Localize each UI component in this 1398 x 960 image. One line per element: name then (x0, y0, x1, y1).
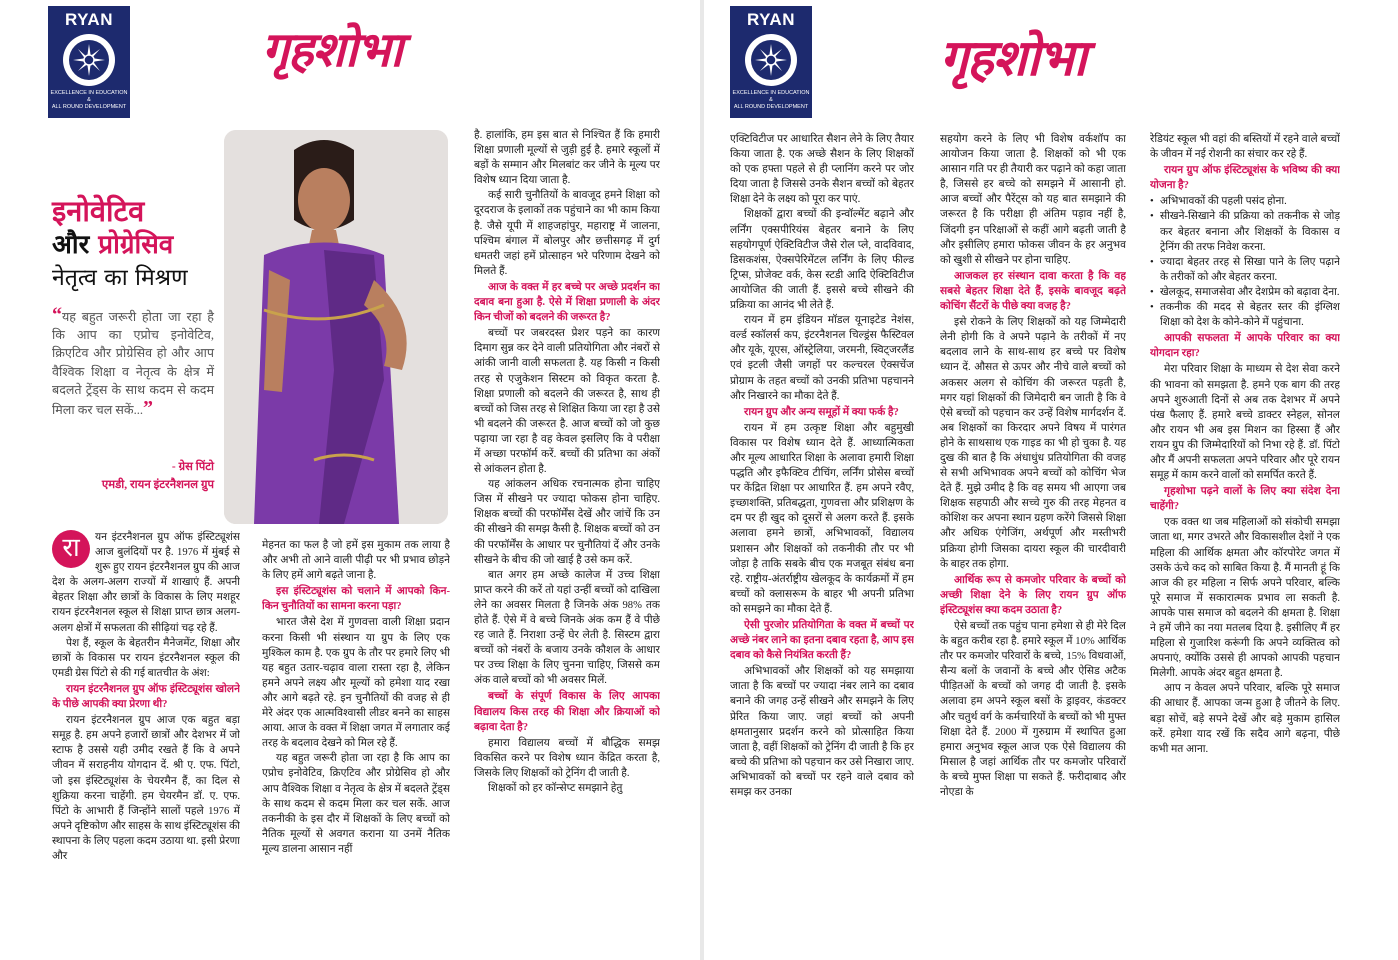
quote-open-mark: “ (52, 304, 62, 326)
masthead-title: गृहशोभा (262, 22, 402, 78)
list-item: • अभिभावकों की पहली पसंद होना. (1150, 194, 1340, 209)
portrait-photo (224, 130, 448, 524)
article-column-1: रा यन इंटरनैशनल ग्रुप ऑफ इंस्टिट्यूशंस आज बुलंदियों पर है. 1976 में मुंबई से शुरू हुए रायन इंटरनैशनल ग्रुप की आज देश के अलग-अलग राज्यों में शाखाएं हैं. अपनी बेहतर शिक्षा और छात्रों के विकास के लिए मशहूर रायन इंटरनैशनल स्कूल से शिक्षा प्राप्त छात्र अलग-अलग क्षेत्रों में सफलता की सीढ़ियां चढ़ रहे हैं. पेश हैं, स्कूल के बेहतरीन मैनेजमेंट, शिक्षा और छात्रों के विकास पर रायन इंटरनैशनल स्कूल की एमडी ग्रेस पिंटो से की गई बातचीत के अंश: रायन इंटरनैशनल ग्रुप ऑफ इंस्टिट्यूशंस खोलने के पीछे आपकी क्या प्रेरणा थी? रायन इंटरनैशनल ग्रुप आज एक बहुत बड़ा समूह है. हम अपने हजारों छात्रों और देशभर में जो स्टाफ है उससे यही उमीद रखते हैं कि वे अपने जीवन में सराहनीय योगदान दें. श्री ए. एफ. पिंटो, जो इस इंस्टिट्यूशंस के चेयरमैन हैं, का दिल से शुक्रिया करना चाहेंगी. हम चेयरमैन डॉ. ए. एफ. पिंटो के आभारी हैं जिन्होंने सालों पहले 1976 में अपने दृष्टिकोण और साहस के साथ इंस्टिट्यूशंस की स्थापना के लिए पहला कदम उठाया था. इसी प्रेरणा और (52, 532, 240, 862)
question: ऐसी पुरजोर प्रतियोगिता के वक्त में बच्चों पर अच्छे नंबर लाने का इतना दबाव रहता है, आप इस दबाव को कैसे नियंत्रित करती हैं? (730, 620, 914, 662)
article-column-5: सहयोग करने के लिए भी विशेष वर्कशॉप का आयोजन किया जाता है. शिक्षकों को भी एक आसान गति पर ही तैयारी कर पढ़ाने को कहा जाता है, जिससे हर बच्चे को समझने में आसानी हो. आज बच्चों और पैरेंट्स को यह बात समझाने की जरूरत है कि परीक्षा ही अंतिम पड़ाव नहीं है, जिंदगी इन परिक्षाओं से कहीं आगे बढ़ती जाती है और इसीलिए हमारा फोकस जीवन के हर अनुभव को खुशी से सीखने पर होना चाहिए. आजकल हर संस्थान दावा करता है कि वह सबसे बेहतर शिक्षा देते हैं, इसके बावजूद बढ़ते कोचिंग सैंटरों के पीछे क्या वजह है? इसे रोकने के लिए शिक्षकों को यह जिम्मेदारी लेनी होगी कि वे अपने पढ़ाने के तरीकों में नए बदलाव लाने के साथ-साथ हर बच्चे पर विशेष ध्यान दें. औसत से ऊपर और नीचे वाले बच्चों को अकसर अलग से कोचिंग की जरूरत पड़ती है, मगर यहां शिक्षकों की जिमेदारी बन जाती है कि वे ऐसे बच्चों को पहचान कर उन्हें विशेष मार्गदर्शन दें. अब शिक्षकों का किरदार अपने विषय में पारंगत होने के साथसाथ एक गाइड का भी हो चुका है. यह दुख की बात है कि अंधाधुंध प्रतियोगिता की वजह से सभी अभिभावक अपने बच्चों को कोचिंग भेज देते हैं. मुझे उमीद है कि वह समय भी आएगा जब शिक्षक सहपाठी और सच्चे गुरु की तरह मेहनत व कोशिश कर अपना स्थान ग्रहण करेंगे जिससे शिक्षा और अधिक एंगेजिंग, अर्थपूर्ण और मस्तीभरी प्रक्रिया होगी जिसका दायरा स्कूल की चारदीवारी के बाहर तक होगा. आर्थिक रूप से कमजोर परिवार के बच्चों को अच्छी शिक्षा देने के लिए रायन ग्रुप ऑफ इंस्टिट्यूशंस क्या कदम उठाता है? ऐसे बच्चों तक पहुंच पाना हमेशा से ही मेरे दिल के बहुत करीब रहा है. हमारे स्कूल में 10% आर्थिक तौर पर कमजोर परिवारों के बच्चे, 15% विधवाओं, सैन्य बलों के जवानों के बच्चे और ऐसिड अटैक पीड़ितओं के बच्चों को जगह दी जाती है. इसके अलावा हम अपने स्कूल बसों के ड्राइवर, कंडक्टर और चतुर्थ वर्ग के कर्मचारियों के बच्चों को भी मुफ्त शिक्षा देते हैं. 2000 में गुरुग्राम में स्थापित हुआ हमारा अनुभव स्कूल आज एक ऐसे विद्यालय की मिसाल है जहां आर्थिक तौर पर कमजोर परिवारों के बच्चे मुफ्त शिक्षा पा सकते हैं. फरीदाबाद और नोएडा के (940, 134, 1126, 799)
dropcap: रा (52, 530, 90, 568)
logo-tagline: EXCELLENCE IN EDUCATION & ALL ROUND DEVELOPMENT (50, 90, 128, 110)
logo-tagline: EXCELLENCE IN EDUCATION & ALL ROUND DEVELOPMENT (732, 90, 810, 110)
question: आर्थिक रूप से कमजोर परिवार के बच्चों को अच्छी शिक्षा देने के लिए रायन ग्रुप ऑफ इंस्टिट्यूशंस क्या कदम उठाता है? (940, 574, 1126, 616)
article-column-3: है. हालांकि, हम इस बात से निश्चित हैं कि हमारी शिक्षा प्रणाली मूल्यों से जुड़ी हुई है. हमारे स्कूलों में बड़ों के सम्मान और मिलबांट कर जीने के मूल्य पर विशेष ध्यान दिया जाता है. कई सारी चुनौतियों के बावजूद हमने शिक्षा को दूरदराज के इलाकों तक पहुंचाने का भी काम किया है. जैसे यूपी में शाहजहांपुर, महाराष्ट्र में जालना, पश्चिम बंगाल में बोलपुर और छत्तीसगढ़ में दुर्ग धमतरी जहां हमें प्रोत्साहन भरे परिणाम देखने को मिलते हैं. आज के वक्त में हर बच्चे पर अच्छे प्रदर्शन का दबाव बना हुआ है. ऐसे में शिक्षा प्रणाली के अंदर किन चीजों को बदलने की जरूरत है? बच्चों पर जबरदस्त प्रेशर पड़ने का कारण दिमाग सुन्न कर देने वाली प्रतियोगिता और नंबरों से आंकी जानी वाली सफलता है. यह किसी न किसी तरह से एजुकेशन सिस्टम को विकृत करता है. शिक्षा प्रणाली को बदलने की जरूरत है, साथ ही बच्चों को जिस तरह से शिक्षित किया जा रहा है उसे भी बदलने की जरूरत है. आज बच्चों को जो कुछ पढ़ाया जा रहा है वह केवल इसलिए कि वे परीक्षा में अच्छा परफॉर्म करें. बच्चों की प्रतिभा का अंकों से आंकलन होता है. यह आंकलन अधिक रचनात्मक होना चाहिए जिस में सीखने पर ज्यादा फोकस होना चाहिए. शिक्षक बच्चों की परफॉर्मेंस देखें और जांचें कि उन की सीखने की समझ कैसी है. शिक्षक बच्चों को उन की परफॉर्मेंस के आधार पर चुनौतियां दें और उनके सीखने के बीच की जो खाई है उसे कम करें. बात अगर हम अच्छे कालेज में उच्च शिक्षा प्राप्त करने की करें तो यहां उन्हीं बच्चों को दाखिला लेने का अवसर मिलता है जिनके अंक 98% तक होते हैं. ऐसे में वे बच्चे जिनके अंक कम हैं वे पीछे रह जाते हैं. निराशा उन्हें घेर लेती है. सिस्टम द्वारा बच्चों को नंबरों के बजाय उनके कौशल के आधार पर उच्च शिक्षा के लिए चुनना चाहिए, जिससे कम अंक वाले बच्चों को भी अवसर मिलें. बच्चों के संपूर्ण विकास के लिए आपका विद्यालय किस तरह की शिक्षा और क्रियाओं को बढ़ावा देता है? हमारा विद्यालय बच्चों में बौद्धिक समझ विकसित करने पर विशेष ध्यान केंद्रित करता है, जिसके लिए शिक्षकों को ट्रेनिंग दी जाती है. शिक्षकों को हर कॉन्सेप्ट समझाने हेतु (474, 130, 660, 795)
question: रायन ग्रुप और अन्य समूहों में क्या फर्क है? (744, 406, 899, 418)
right-page (704, 0, 1398, 960)
list-item: • सीखने-सिखाने की प्रक्रिया को तकनीक से जोड़ कर बेहतर बनाना और शिक्षकों के विकास व ट्रेनिंग की तरफ निवेश करना. (1150, 209, 1340, 254)
headline-line-1: इनोवेटिव (52, 194, 145, 228)
article-column-6: रेडियंट स्कूल भी वहां की बस्तियों में रहने वाले बच्चों के जीवन में नई रोशनी का संचार कर रहे हैं. रायन ग्रुप ऑफ इंस्टिट्यूशंस के भविष्य की क्या योजना है? • अभिभावकों की पहली पसंद होना. • सीखने-सिखाने की प्रक्रिया को तकनीक से जोड़ कर बेहतर बनाना और शिक्षकों के विकास व ट्रेनिंग की तरफ निवेश करना. • ज्यादा बेहतर तरह से सिखा पाने के लिए पढ़ाने के तरीकों को और बेहतर करना. • खेलकूद, समाजसेवा और देशप्रेम को बढ़ावा देना. • तकनीक की मदद से बेहतर स्तर की इंग्लिश शिक्षा को देश के कोने-कोने में पहुंचाना. आपकी सफलता में आपके परिवार का क्या योगदान रहा? मेरा परिवार शिक्षा के माध्यम से देश सेवा करने की भावना को समझता है. हमने एक बाग की तरह अपने शुरुआती दिनों से अब तक देशभर में अपने पंख फैलाए हैं. हमारे बच्चे डाक्टर स्नेहल, सोनल और रायन भी अब इस मिशन का हिस्सा हैं और रायन ग्रुप की जिम्मेदारियों को निभा रहे हैं. डॉ. पिंटो और मैं अपनी सफलता अपने परिवार और पूरे रायन समूह में काम करने वालों को समर्पित करते हैं. गृहशोभा पढ़ने वालों के लिए क्या संदेश देना चाहेंगी? एक वक्त था जब महिलाओं को संकोची समझा जाता था, मगर उभरते और विकासशील देशों ने एक महिला की आर्थिक क्षमता और कॉरपोरेट जगत में उसके ऊंचे कद को साबित किया है. मैं मानती हूं कि आज की हर महिला न सिर्फ अपने परिवार, बल्कि पूरे समाज में सकारात्मक प्रभाव ला सकती है. आपके पास समाज को बदलने की क्षमता है. शिक्षा ने हमें जीने का नया मतलब दिया है. इसीलिए मैं हर महिला से गुजारिश करूंगी कि अपने व्यक्तित्व को अपनाएं, क्योंकि उससे ही आपको आपकी पहचान मिलेगी. आपके अंदर बहुत क्षमता है. आप न केवल अपने परिवार, बल्कि पूरे समाज की आधार हैं. आपका जन्म हुआ है जीतने के लिए. बड़ा सोचें, बड़े सपने देखें और बड़े मुकाम हासिल करें. हमेशा याद रखें कि सदैव आगे बढ़ना, पीछे कभी मत आना. (1150, 132, 1340, 956)
article-column-2: मेहनत का फल है जो हमें इस मुकाम तक लाया है और अभी तो आने वाली पीढ़ी पर भी प्रभाव छोड़ने के लिए हमें आगे बढ़ते जाना है. इस इंस्टिट्यूशंस को चलाने में आपको किन-किन चुनौतियों का सामना करना पड़ा? भारत जैसे देश में गुणवत्ता वाली शिक्षा प्रदान करना किसी भी संस्थान या ग्रुप के लिए एक मुश्किल काम है. एक ग्रुप के तौर पर हमारे लिए भी यह बहुत उतार-चढ़ाव वाला रास्ता रहा है, लेकिन हमने अपने लक्ष्य और मूल्यों को हमेशा याद रखा और आगे बढ़ते रहे. इन चुनौतियों की वजह से ही मेरे अंदर एक आत्मविश्वासी लीडर बनने का साहस आया. आज के वक्त में शिक्षा जगत में लगातार कई तरह के बदलाव देखने को मिल रहे हैं. यह बहुत जरूरी होता जा रहा है कि आप का एप्रोच इनोवेटिव, क्रिएटिव और प्रोग्रेसिव हो और आप वैश्विक शिक्षा व नेतृत्व के क्षेत्र में बदलते ट्रेंड्स के साथ कदम से कदम मिला कर चल सकें. आज तकनीकी के इस दौर में शिक्षकों के लिए बच्चों को नैतिक मूल्यों से अवगत कराना या उनमें नैतिक मूल्य डालना आसान नहीं (262, 540, 450, 855)
question: रायन इंटरनैशनल ग्रुप ऑफ इंस्टिट्यूशंस खोलने के पीछे आपकी क्या प्रेरणा थी? (52, 683, 240, 711)
article-column-4: एक्टिविटीज पर आधारित सैशन लेने के लिए तैयार किया जाता है. एक अच्छे सैशन के लिए शिक्षकों को एक हफ्ता पहले से ही प्लानिंग करने पर जोर दिया जाता है जिससे उनके सैशन बच्चों को बेहतर शिक्षा देने के लक्ष्य को पूरा कर पाएं. शिक्षकों द्वारा बच्चों की इन्वॉल्मेंट बढ़ाने और लर्निंग एक्सपीरियंस बेहतर बनाने के लिए सहयोगपूर्ण ऐक्टिविटीज जैसे रोल प्ले, वादविवाद, डिसकशंस, ऐक्सपेरिमेंटल लर्निंग के लिए फील्ड ट्रिप्स, प्रोजेक्ट वर्क, केस स्टडी आदि ऐक्टिविटीज आयोजित की जाती हैं. इससे बच्चे सीखने की प्रक्रिया का आनंद भी लेते हैं. रायन में हम इंडियन मॉडल यूनाइटेड नेशंस, वर्ल्ड स्कॉलर्स कप, इंटरनैशनल चिल्ड्रंस फैस्टिवल और यूके, यूएस, ऑस्ट्रेलिया, जरमनी, स्विट्जरलैंड एवं इटली जैसी जगहों पर कल्चरल ऐक्सचेंज प्रोग्राम के तहत बच्चों को उनकी प्रतिभा पहचानने और निखारने का मौका देते हैं. रायन ग्रुप और अन्य समूहों में क्या फर्क है? रायन में हम उत्कृष्ट शिक्षा और बहुमुखी विकास पर विशेष ध्यान देते हैं. आध्यात्मिकता और मूल्य आधारित शिक्षा के अलावा हमारी शिक्षा पद्धति और इफैक्टिव टीचिंग, लर्निंग प्रोसेस बच्चों पर केंद्रित शिक्षा पर आधारित हैं. हम अपने रवैए, इच्छाशक्ति, प्रतिबद्धता, गुणवत्ता और प्रशिक्षण के दम पर ही खुद को दूसरों से अलग करते हैं. इसके अलावा हमने छात्रों, अभिभावकों, विद्यालय प्रशासन और शिक्षकों को तकनीकी तौर पर भी जोड़ा है ताकि सबके बीच एक मजबूत संबंध बना रहे. राष्ट्रीय-अंतर्राष्ट्रीय खेलकूद के कार्यक्रमों में हम बच्चों को क्लासरूम के बाहर भी अपनी प्रतिभा को समझने का मौका देते हैं. ऐसी पुरजोर प्रतियोगिता के वक्त में बच्चों पर अच्छे नंबर लाने का इतना दबाव रहता है, आप इस दबाव को कैसे नियंत्रित करती हैं? अभिभावकों और शिक्षकों को यह समझाया जाता है कि बच्चों पर ज्यादा नंबर लाने का दबाव बनाने की जगह उन्हें सीखने और समझने के लिए प्रेरित किया जाए. जहां बच्चों को अपनी क्षमतानुसार प्रदर्शन करने को प्रोत्साहित किया जाता है, वहीं शिक्षकों को ट्रेनिंग दी जाती है कि हर बच्चे की प्रतिभा को पहचान कर उसे निखारा जाए. अभिभावकों को बच्चों पर रहने वाले दबाव को समझ कर उनका (730, 134, 914, 799)
list-item: • खेलकूद, समाजसेवा और देशप्रेम को बढ़ावा देना. (1150, 285, 1340, 300)
sunburst-logo-icon (743, 32, 799, 88)
masthead-title: गृहशोभा (940, 29, 1086, 87)
question: रायन ग्रुप ऑफ इंस्टिट्यूशंस के भविष्य की क्या योजना है? (1150, 165, 1340, 192)
question: आज के वक्त में हर बच्चे पर अच्छे प्रदर्शन का दबाव बना हुआ है. ऐसे में शिक्षा प्रणाली के अंदर किन चीजों को बदलने की जरूरत है? (474, 281, 660, 324)
list-item: • तकनीक की मदद से बेहतर स्तर की इंग्लिश शिक्षा को देश के कोने-कोने में पहुंचाना. (1150, 300, 1340, 330)
headline-line-3: नेतृत्व का मिश्रण (52, 265, 188, 291)
headline-line-2: और प्रोग्रेसिव (52, 230, 174, 260)
pull-quote (52, 306, 214, 419)
future-plans-list (1150, 194, 1340, 330)
question: बच्चों के संपूर्ण विकास के लिए आपका विद्यालय किस तरह की शिक्षा और क्रियाओं को बढ़ावा देता है? (474, 691, 660, 733)
article-headline (52, 194, 232, 295)
sunburst-logo-icon (61, 32, 117, 88)
logo-word: RYAN (747, 10, 795, 29)
question: इस इंस्टिट्यूशंस को चलाने में आपको किन-किन चुनौतियों का सामना करना पड़ा? (262, 586, 450, 613)
pull-quote-text: यह बहुत जरूरी होता जा रहा है कि आप का एप्रोच इनोवेटिव, क्रिएटिव और प्रोग्रेसिव हो और आप वैश्विक शिक्षा व नेतृत्व के क्षेत्र में बदलते ट्रेंड्स के साथ कदम से कदम मिला कर चल सकें... (52, 310, 214, 418)
ryan-logo (730, 6, 812, 118)
list-item: • ज्यादा बेहतर तरह से सिखा पाने के लिए पढ़ाने के तरीकों को और बेहतर करना. (1150, 255, 1340, 285)
ryan-logo (48, 6, 130, 118)
question: आजकल हर संस्थान दावा करता है कि वह सबसे बेहतर शिक्षा देते हैं, इसके बावजूद बढ़ते कोचिंग सैंटरों के पीछे क्या वजह है? (940, 270, 1126, 313)
question: गृहशोभा पढ़ने वालों के लिए क्या संदेश देना चाहेंगी? (1150, 486, 1340, 513)
logo-word: RYAN (65, 10, 113, 29)
quote-close-mark: ” (143, 397, 154, 420)
woman-in-saree-illustration (224, 130, 448, 524)
pull-quote-author: - ग्रेस पिंटो एमडी, रायन इंटरनैशनल ग्रुप (101, 461, 214, 491)
question: आपकी सफलता में आपके परिवार का क्या योगदान रहा? (1150, 333, 1340, 360)
